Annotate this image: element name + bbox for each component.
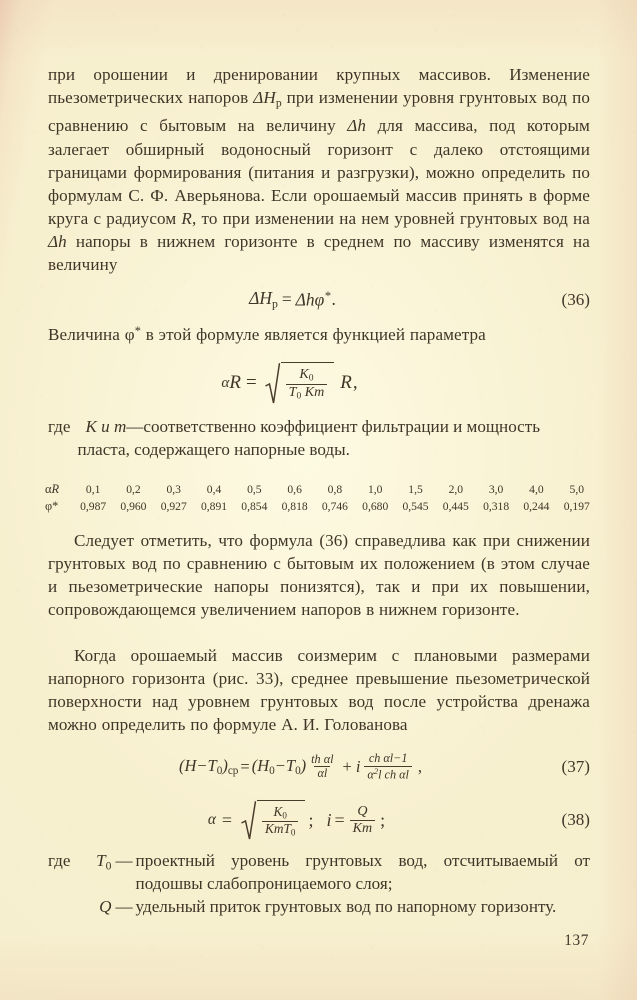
- equation-37-number: (37): [561, 756, 590, 776]
- symbol-T0: $T_0$: [96, 851, 112, 873]
- eq36-equals: =: [281, 289, 292, 310]
- fraction-ch-al-minus-1: [364, 752, 411, 782]
- cell-aR-10: 3,0: [488, 483, 504, 496]
- equation-36-row: [48, 288, 590, 311]
- fraction-K0-over-T0Km: [286, 367, 328, 403]
- fraction-numerator: $K_0$: [299, 365, 314, 384]
- fraction-denominator: $T_0$ Km: [286, 384, 328, 402]
- equation-38-block: [48, 800, 590, 840]
- equation-38-body: [208, 800, 386, 840]
- cell-phi-2: 0,927: [160, 500, 187, 513]
- where-block-1: [48, 415, 590, 461]
- para2-segment-1: Величина φ: [48, 325, 135, 345]
- phi-star-superscript: *: [134, 324, 141, 338]
- paragraph-golovanov: Когда орошаемый массив соизмерим с плановыми размерами напорного горизонта (рис. 33), среднее превышение пьезометрической поверхности над уровнем грунтовых вод после устройства дренажа можно определить по формуле А. И. Голованова: [48, 646, 590, 735]
- eq38-denominator: KmT$_0$: [262, 821, 298, 838]
- equation-36-number: (36): [561, 289, 590, 309]
- cell-aR-12: 5,0: [569, 483, 585, 496]
- where-text-1: соответственно коэффициент фильтрации и мощность пласта, содержащего напорные воды.: [77, 417, 541, 460]
- where-clause-T0-Q: [48, 849, 590, 918]
- cell-phi-6: 0,746: [321, 500, 348, 513]
- table-row-phi-star: [45, 498, 597, 515]
- cell-aR-3: 0,4: [206, 483, 222, 496]
- paragraph-intro: [48, 63, 590, 276]
- cell-phi-1: 0,960: [120, 500, 147, 513]
- phi-star-value-table: [45, 481, 597, 515]
- cell-phi-9: 0,445: [442, 500, 469, 513]
- equation-36-body: [249, 288, 337, 311]
- cell-phi-10: 0,318: [483, 500, 510, 513]
- eq38-i: i: [326, 809, 332, 830]
- square-root-symbol: [265, 362, 335, 404]
- cell-aR-8: 1,5: [408, 483, 423, 496]
- cell-phi-4: 0,854: [241, 500, 268, 513]
- cell-aR-5: 0,6: [287, 483, 302, 496]
- where-clause-K-m: [48, 415, 590, 461]
- radical-sign-icon: [265, 362, 281, 404]
- equation-37-body: [179, 752, 423, 782]
- paragraph-block-4: [48, 529, 590, 621]
- para1-segment-5: напоры в нижнем горизонте в среднем по массиву изменятся на величину: [48, 231, 590, 274]
- definition-text-T0: проектный уровень грунтовых вод, отсчитываемый от подошвы слабопроницаемого слоя;: [135, 851, 590, 894]
- square-root-symbol-2: [241, 800, 305, 840]
- cell-phi-3: 0,891: [200, 500, 228, 513]
- eq37-i: i: [355, 756, 361, 776]
- eq37-f2-denominator: $\alpha^2l$ ch αl: [364, 766, 411, 782]
- eq37-lhs: $(H-T_0)_{ср}$: [178, 756, 239, 778]
- where-definitions-2: [77, 849, 590, 918]
- equation-36-block: [48, 288, 590, 311]
- eq37-f1-numerator: th αl: [311, 751, 334, 766]
- eq38-i-denominator: Km: [350, 820, 376, 837]
- cell-aR-4: 0,5: [247, 483, 262, 496]
- equation-38-number: (38): [561, 810, 590, 829]
- delta-H-p-inline: $\Delta H_р$: [253, 88, 282, 110]
- paragraph-block-2: [48, 320, 590, 346]
- eq38-end-semicolon: ;: [380, 809, 386, 830]
- cell-phi-8: 0,545: [402, 500, 429, 513]
- alphaR-comma: ,: [352, 372, 358, 393]
- equation-38-row: [48, 800, 590, 840]
- cell-phi-12: 0,197: [563, 500, 590, 513]
- definition-row-T0: [77, 849, 590, 895]
- row-label-phi-star: φ*: [45, 499, 59, 513]
- alphaR-trailing-R: R: [340, 372, 352, 393]
- where-keyword-2: где: [48, 851, 71, 870]
- where-block-2: [48, 849, 590, 918]
- para2-segment-2: в этой формуле является функцией параметра: [140, 325, 486, 345]
- eq38-semicolon: ;: [308, 809, 314, 830]
- cell-phi-7: 0,680: [362, 500, 389, 513]
- eq37-rhs-paren: $(H_0-T_0)$: [251, 756, 307, 778]
- where-definition-1: [77, 415, 590, 461]
- radicand: [281, 362, 335, 404]
- fraction-K0-over-KmT0: [262, 805, 298, 837]
- radical-sign-icon-2: [241, 800, 257, 840]
- para1-segment-2: при изменении уровня грунтовых вод по сравнению с бытовым на величину: [48, 88, 590, 136]
- equation-37-row: [48, 752, 590, 782]
- cell-aR-6: 0,8: [327, 483, 343, 496]
- eq37-plus: +: [342, 756, 352, 776]
- eq37-f2-numerator: ch αl−1: [368, 751, 408, 765]
- eq37-f1-denominator: αl: [314, 766, 330, 781]
- definition-row-Q: [77, 895, 590, 918]
- delta-h-inline-2: Δh: [48, 231, 67, 251]
- eq38-i-numerator: Q: [357, 802, 368, 819]
- radicand-2: [257, 800, 305, 840]
- cell-aR-1: 0,2: [126, 483, 141, 496]
- equation-alpha-R-block: [48, 362, 590, 404]
- cell-phi-11: 0,244: [523, 500, 550, 513]
- alphaR-equals: =: [245, 372, 257, 393]
- alphaR-R: R: [229, 372, 241, 393]
- delta-h-inline-1: Δh: [347, 116, 367, 136]
- eq38-numerator: $K_0$: [273, 804, 287, 821]
- cell-aR-11: 4,0: [529, 483, 544, 496]
- cell-aR-2: 0,3: [166, 483, 181, 496]
- cell-aR-7: 1,0: [367, 483, 383, 496]
- paragraph-block-1: [48, 63, 590, 276]
- symbol-Q: Q: [99, 897, 112, 917]
- eq37-equals: =: [240, 756, 250, 776]
- equation-37-block: [48, 752, 590, 782]
- eq36-rhs: Δhφ*.: [295, 289, 336, 310]
- where-keyword-1: где: [48, 417, 71, 436]
- equation-alpha-R-row: [48, 362, 590, 404]
- table-row-alpha-R: [45, 481, 597, 498]
- cell-aR-9: 2,0: [448, 483, 464, 496]
- definition-text-Q: удельный приток грунтовых вод по напорному горизонту.: [135, 897, 557, 917]
- para1-segment-1: при орошении и дренировании крупных массивов. Изменение пьезометрических напоров: [48, 65, 590, 108]
- fraction-th-al-over-al: [308, 753, 336, 781]
- definition-dash-Q: —: [115, 897, 133, 917]
- eq36-lhs: $\Delta H_р$: [249, 288, 278, 311]
- equation-alpha-R-body: [221, 362, 358, 404]
- eq37-comma: ,: [417, 756, 423, 776]
- paragraph-phi-parameter: [48, 320, 590, 346]
- where-dash-1: —: [126, 417, 144, 436]
- page-number: 137: [564, 932, 589, 949]
- alphaR-alpha: α: [221, 374, 230, 391]
- radius-R-inline: R: [181, 208, 192, 228]
- cell-phi-0: 0,987: [80, 500, 107, 513]
- eq38-i-equals: =: [334, 809, 345, 830]
- row-label-alpha-R: αR: [45, 482, 60, 496]
- para1-segment-3: для массива, под которым залегает обширный водоносный горизонт с далеко отстоящими границами формирования (питания и разгрузки), можно определить по формулам С. Ф. Аверьянова. Если орошаемый массив принять в форме круга с радиусом: [48, 116, 590, 228]
- paragraph-formula-36-validity: Следует отметить, что формула (36) справедлива как при снижении грунтовых вод по сравнению с бытовым их положением (в этом случае и пьезометрические напоры понизятся), так и при их повышении, сопровождающемся увеличением напоров в нижнем горизонте.: [48, 531, 590, 620]
- para1-segment-4: , то при изменении на нем уровней грунтовых вод на: [191, 208, 590, 228]
- eq38-alpha: α: [207, 811, 216, 828]
- cell-phi-5: 0,818: [281, 500, 308, 513]
- fraction-Q-over-Km: [350, 804, 376, 836]
- definition-dash-T0: —: [115, 851, 133, 870]
- symbol-K-and-m: K и m: [85, 417, 127, 436]
- paragraph-block-5: [48, 644, 590, 736]
- cell-aR-0: 0,1: [85, 483, 101, 496]
- eq38-equals: =: [221, 809, 233, 830]
